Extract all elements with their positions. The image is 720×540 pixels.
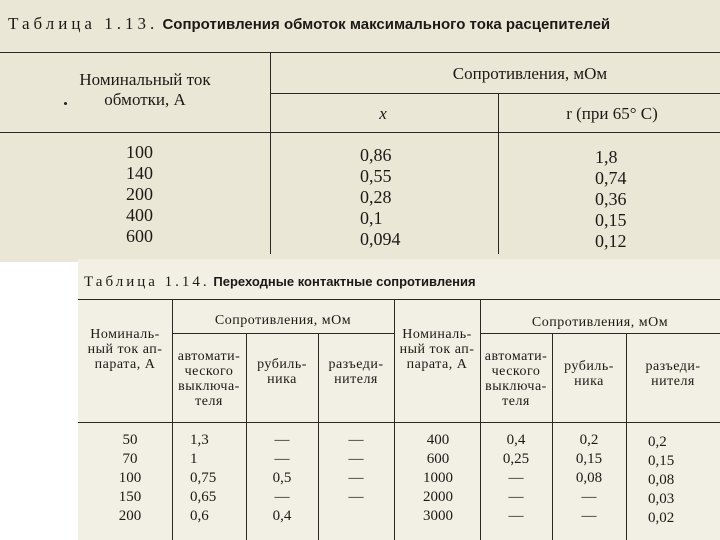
list-item: 0,74 — [595, 168, 627, 188]
list-item: — — [348, 432, 364, 448]
header-line: ческого — [184, 364, 234, 379]
list-item: 3000 — [423, 508, 453, 524]
list-item: 0,094 — [360, 229, 401, 249]
header-switch-right — [552, 359, 626, 389]
list-item: — — [348, 451, 364, 467]
subheader-rule-left — [172, 333, 394, 334]
left-currents-column — [100, 431, 160, 526]
list-item: — — [508, 508, 524, 524]
list-item: 0,15 — [595, 210, 627, 230]
header-line: нителя — [334, 372, 378, 387]
header-line: выключа- — [178, 379, 240, 394]
header-current: Номинальный ток обмотки, А — [79, 70, 211, 109]
header-line: парата, А — [94, 357, 156, 372]
divider-right-current — [480, 299, 481, 540]
list-item: 0,65 — [190, 489, 217, 505]
header-r: r (при 65° С) — [566, 104, 658, 123]
list-item: 100 — [126, 142, 153, 162]
header-line: теля — [195, 394, 223, 409]
stray-dot — [64, 102, 67, 105]
header-line: парата, А — [406, 357, 468, 372]
table-1-14-label: Таблица 1.14. — [84, 274, 210, 290]
table-1-13-title — [8, 14, 610, 34]
list-item: 0,4 — [272, 508, 292, 524]
left-switch-column — [250, 431, 314, 526]
table-1-13-page — [0, 0, 720, 262]
list-item: 200 — [126, 184, 153, 204]
left-auto-column — [190, 431, 240, 526]
header-auto-right — [480, 349, 552, 409]
list-item: 1,3 — [190, 432, 209, 448]
header-line: нителя — [651, 374, 695, 389]
header-disc-right — [626, 359, 720, 389]
list-item: 0,55 — [360, 166, 392, 186]
list-item: — — [581, 489, 597, 505]
list-item: — — [274, 489, 290, 505]
list-item: 0,08 — [575, 470, 603, 486]
list-item: — — [274, 432, 290, 448]
list-item: 1,8 — [595, 147, 618, 167]
list-item: 0,4 — [506, 432, 526, 448]
header-line: автомати- — [177, 349, 241, 364]
list-item: 400 — [426, 432, 450, 448]
list-item: — — [348, 489, 364, 505]
list-item: 0,75 — [190, 470, 217, 486]
header-line: автомати- — [484, 349, 548, 364]
list-item: 0,6 — [190, 508, 209, 524]
subheader-rule-right — [480, 333, 720, 334]
list-item: 0,2 — [579, 432, 599, 448]
right-switch-column — [558, 431, 620, 526]
list-item: 2000 — [423, 489, 453, 505]
list-item: 140 — [126, 163, 153, 183]
header-line: разъеди- — [328, 357, 384, 372]
table-1-14-caption: Переходные контактные сопротивления — [213, 274, 476, 289]
header-auto-left — [172, 349, 246, 409]
list-item: 1 — [190, 451, 198, 467]
list-item: 0,86 — [360, 145, 392, 165]
header-bottom-rule — [78, 422, 720, 423]
list-item: 100 — [118, 470, 142, 486]
list-item: 400 — [126, 205, 153, 225]
divider-current — [270, 52, 271, 254]
list-item: — — [348, 470, 364, 486]
right-disc-column — [648, 433, 708, 528]
list-item: 150 — [118, 489, 142, 505]
table-1-13-label: Таблица 1.13. — [8, 14, 159, 33]
list-item: 200 — [118, 508, 142, 524]
header-line: ный ток ап- — [399, 342, 475, 357]
table-1-14-title — [84, 274, 476, 291]
list-item: — — [581, 508, 597, 524]
header-resistance: Сопротивления, мОм — [452, 64, 608, 83]
header-disc-left — [318, 357, 394, 387]
table-1-14-page — [78, 259, 720, 540]
right-auto-column — [486, 431, 546, 526]
list-item: 0,15 — [575, 451, 603, 467]
table-1-13-caption: Сопротивления обмоток максимального тока расцепителей — [162, 16, 611, 33]
list-item: 1000 — [423, 470, 453, 486]
header-line: ника — [267, 372, 297, 387]
list-item: 0,36 — [595, 189, 627, 209]
list-item: 0,28 — [360, 187, 392, 207]
r-column — [595, 147, 627, 252]
header-resistance-right: Сопротивления, мОм — [531, 315, 669, 330]
x-column — [360, 145, 401, 250]
header-line: рубиль- — [257, 357, 307, 372]
list-item: 0,15 — [648, 453, 675, 469]
list-item: 0,5 — [272, 470, 292, 486]
header-line: рубиль- — [564, 359, 614, 374]
list-item: 0,12 — [595, 231, 627, 251]
header-line: Номиналь- — [402, 327, 472, 342]
list-item: 0,25 — [502, 451, 530, 467]
header-current-left — [78, 327, 172, 372]
top-rule — [0, 52, 720, 53]
header-line: ческого — [491, 364, 541, 379]
list-item: 0,08 — [648, 472, 675, 488]
list-item: 0,03 — [648, 491, 675, 507]
header-line: теля — [502, 394, 530, 409]
header-x: x — [379, 104, 387, 123]
divider-left-current — [172, 299, 173, 540]
currents-column — [126, 142, 153, 247]
list-item: 70 — [122, 451, 138, 467]
list-item: — — [508, 489, 524, 505]
header-line: ника — [574, 374, 604, 389]
subheader-rule — [270, 93, 720, 94]
list-item: — — [274, 451, 290, 467]
header-current-right — [394, 327, 480, 372]
divider-x-r — [498, 93, 499, 254]
right-currents-column — [408, 431, 468, 526]
list-item: 0,02 — [648, 510, 675, 526]
header-resistance-left: Сопротивления, мОм — [214, 313, 352, 328]
list-item: 0,2 — [648, 434, 667, 450]
header-bottom-rule — [0, 132, 720, 133]
header-line: выключа- — [485, 379, 547, 394]
header-line: ный ток ап- — [87, 342, 163, 357]
list-item: 600 — [126, 226, 153, 246]
list-item: 50 — [122, 432, 138, 448]
list-item: 0,1 — [360, 208, 383, 228]
top-rule — [78, 299, 720, 300]
header-line: Номиналь- — [90, 327, 160, 342]
left-disc-column — [322, 431, 390, 507]
header-line: разъеди- — [645, 359, 701, 374]
header-switch-left — [246, 357, 318, 387]
list-item: — — [508, 470, 524, 486]
list-item: 600 — [426, 451, 450, 467]
